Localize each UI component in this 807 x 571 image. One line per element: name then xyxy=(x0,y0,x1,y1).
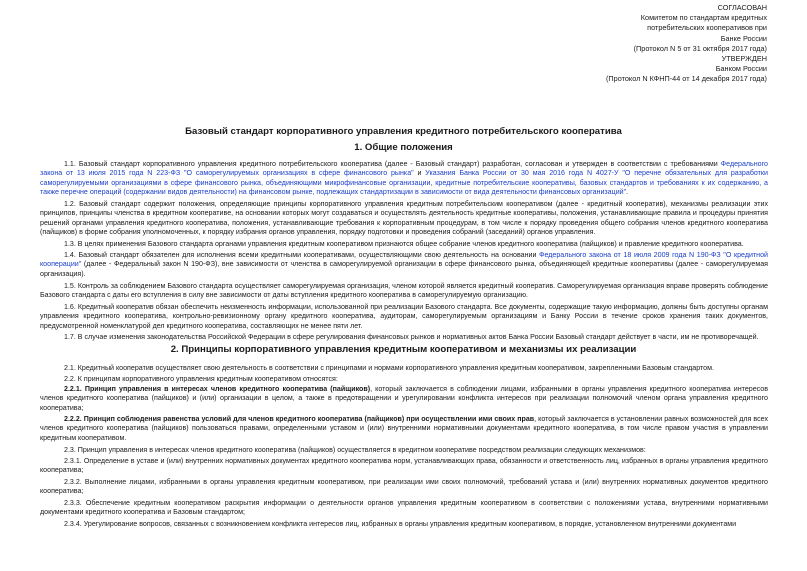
paragraph-1-5: 1.5. Контроль за соблюдением Базового стандарта осуществляет саморегулируемая организация, членом которой является кредитный кооператив. Саморегулируемая организация вправе проверять соблюдение Базового стандарта с даты его вступления в силу вне зависимости от даты вступления кредитного кооператива в саморегулируемую организацию. xyxy=(40,282,768,300)
principle-title: 2.2.2. Принцип соблюдения равенства условий для членов кредитного кооператива (пайщиков) при осуществлении ими своих прав xyxy=(64,415,535,423)
paragraph-1-7: 1.7. В случае изменения законодательства Российской Федерации в сфере регулирования финансовых рынков и нормативных актов Банка России Базовый стандарт действует в части, им не противоречащей. xyxy=(64,333,759,341)
approval-line: Комитетом по стандартам кредитных xyxy=(640,13,767,23)
paragraph-text: . xyxy=(626,188,629,197)
paragraph-text: (далее - Федеральный закон N 190-ФЗ), вне зависимости от членства в саморегулируемой организации в сфере финансового рынка, объединяющей кредитные кооперативы (далее - саморегулируемая организация). xyxy=(40,260,768,278)
approval-line: (Протокол N 5 от 31 октября 2017 года) xyxy=(633,43,767,53)
paragraph-1-6: 1.6. Кредитный кооператив обязан обеспечить неизменность информации, использованной при реализации Базового стандарта. Все документы, содержащие такую информацию, должны быть доступны органам управления кредитного кооператива, контрольно-ревизионному органу кредитного кооператива, аудиторам, саморегулируемым организациям и Банку России в течение сроков хранения таких документов, предусмотренной номенклатурой дел кредитного кооператива, составляющих не менее пяти лет. xyxy=(40,303,768,330)
section-1-title: 1. Общие положения xyxy=(354,142,453,153)
approval-line: Банке России xyxy=(720,33,767,43)
paragraph-text: , который заключается в соблюдении лицами, избранными в органы управления кредитного кооператива интересов членов кредитного кооператива (пайщиков) и (или) организации в целом, а также в предотвращении и урегулировании конфликта интересов при реализации полномочий членом органа управления кредитного кооператива; xyxy=(40,385,768,412)
paragraph-text: , который заключается в установлении равных возможностей для всех членов кредитного кооператива (пайщиков) пользоваться правами, определенными уставом и (или) внутренними нормативными документами кредитного кооператива, в том числе правом участия в управлении кредитным кооперативом. xyxy=(40,415,768,442)
paragraph-2-3-3: 2.3.3. Обеспечение кредитным кооперативом раскрытия информации о деятельности органов управления кредитным кооперативом в соответствии с положениями устава, внутренними нормативными документами кредитного кооператива и Базовым стандартом; xyxy=(40,499,768,517)
paragraph-text: и xyxy=(413,169,426,178)
bank-directive-4027-u-link[interactable]: Указания Банка России от 30 мая 2016 года N 4027-У "О перечне обязательных для разработки саморегулируемыми организациями в сфере финансового рынка, объединяющими микрофинансовые организации, кредитные потребительские кооперативы, базовых стандартов и требованиях к их содержанию, а также перечне операций (содержании видов деятельности) на финансовом рынке, подлежащих стандартизации в зависимости от вида деятельности финансовых организаций" xyxy=(40,169,768,197)
paragraph-1-2: 1.2. Базовый стандарт содержит положения, определяющие принципы корпоративного управления кредитным потребительским кооперативом (далее - кредитный кооператив), механизмы реализации этих принципов, принципы членства в кредитном кооперативе, на основании которых могут создаваться и осуществлять деятельность кредитные кооперативы, положения, устанавливающие правила и процедуры принятия решений органами управления кредитного кооператива, положения, устанавливающие требования к корпоративным процедурам, в том числе к порядку проведения общего собрания членов кредитного кооператива (пайщиков) в форме собрания уполномоченных, к порядку избрания органов управления, порядку подготовки и проведения собраний (заседаний) органов управления. xyxy=(40,200,768,237)
paragraph-text: 1.1. Базовый стандарт корпоративного управления кредитного потребительского кооператива (далее - Базовый стандарт) разработан, согласован и утвержден в соответствии с требованиями xyxy=(64,160,721,168)
paragraph-2-3-1: 2.3.1. Определение в уставе и (или) внутренних нормативных документах кредитного кооператива норм, устанавливающих права, обязанности и ответственность лиц, избранных в органы управления кредитного кооператива; xyxy=(40,457,768,475)
approval-line: потребительских кооперативов при xyxy=(647,23,767,33)
paragraph-text: 1.4. Базовый стандарт обязателен для исполнения всеми кредитными кооперативами, осуществляющими свою деятельность на основании xyxy=(64,251,540,259)
paragraph-2-2-2 xyxy=(40,415,768,443)
approval-block xyxy=(587,3,767,85)
paragraph-2-3: 2.3. Принцип управления в интересах членов кредитного кооператива (пайщиков) осуществляется в кредитном кооперативе посредством реализации следующих механизмов: xyxy=(64,446,646,454)
paragraph-2-2: 2.2. К принципам корпоративного управления кредитным кооперативом относятся: xyxy=(64,375,338,383)
paragraph-2-1: 2.1. Кредитный кооператив осуществляет свою деятельность в соответствии с принципами и нормами корпоративного управления кредитным кооперативом, закрепленными Базовым стандартом. xyxy=(64,364,714,372)
law-223-fz-link[interactable]: Федерального закона от 13 июля 2015 года N 223-ФЗ "О саморегулируемых организациях в сфере финансового рынка" xyxy=(40,160,768,178)
paragraph-1-1 xyxy=(40,160,768,198)
paragraph-2-2-1 xyxy=(40,385,768,413)
approval-line: (Протокол N КФНП-44 от 14 декабря 2017 года) xyxy=(605,74,767,84)
law-190-fz-link[interactable]: Федерального закона от 18 июля 2009 года N 190-ФЗ "О кредитной кооперации" xyxy=(40,251,768,269)
principle-title: 2.2.1. Принцип управления в интересах членов кредитного кооператива (пайщиков) xyxy=(64,385,371,393)
paragraph-2-3-2: 2.3.2. Выполнение лицами, избранными в органы управления кредитным кооперативом, при реализации ими своих полномочий, требований устава и (или) внутренних нормативных документов кредитного кооператива; xyxy=(40,478,768,496)
section-2-title: 2. Принципы корпоративного управления кредитным кооперативом и механизмы их реализации xyxy=(170,344,637,355)
paragraph-2-3-4: 2.3.4. Урегулирование вопросов, связанных с возникновением конфликта интересов лиц, избранных в органы управления кредитным кооперативом, в порядке, установленном внутренними документами xyxy=(64,520,737,528)
approval-line: УТВЕРЖДЕН xyxy=(721,54,767,64)
approval-line: СОГЛАСОВАН xyxy=(717,3,767,12)
document-title: Базовый стандарт корпоративного управления кредитного потребительского кооператива xyxy=(185,126,622,137)
approval-line: Банком России xyxy=(715,64,767,74)
paragraph-1-3: 1.3. В целях применения Базового стандарта органами управления кредитным кооперативом признаются общее собрание членов кредитного кооператива (пайщиков) и правление кредитного кооператива. xyxy=(64,240,744,248)
paragraph-1-4 xyxy=(40,251,768,279)
